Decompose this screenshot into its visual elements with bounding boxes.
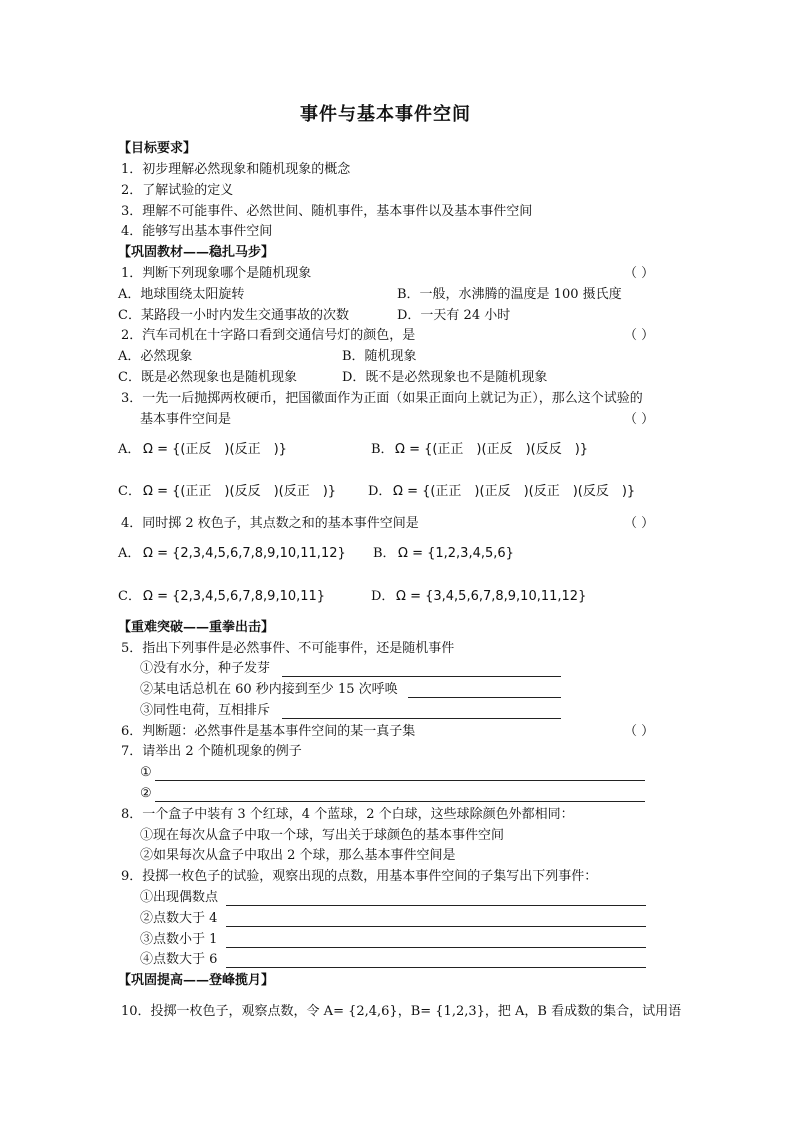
- goal-item: 4．能够写出基本事件空间: [121, 224, 273, 239]
- q7-item-2: ②: [140, 786, 152, 801]
- question-3-stem: 3．一先一后抛掷两枚硬币，把国徽面作为正面（如果正面向上就记为正），那么这个试验的: [121, 391, 643, 406]
- answer-blank[interactable]: [226, 905, 646, 906]
- question-10-stem: 10．投掷一枚色子，观察点数，令 A= {2,4,6}，B= {1,2,3}，把 A，B 看成数的集合，试用语: [121, 1004, 682, 1019]
- answer-paren: （ ）: [624, 328, 655, 343]
- q3-option-b: Ω = {(正正 )(正反 )(反反 )}: [395, 442, 589, 457]
- q3-option-a: Ω = {(正反 )(反正 )}: [143, 442, 287, 457]
- answer-blank[interactable]: [226, 926, 646, 927]
- q1-option-d: D．一天有 24 小时: [397, 308, 511, 323]
- answer-blank[interactable]: [282, 718, 561, 719]
- answer-blank[interactable]: [226, 967, 646, 968]
- goal-item: 1．初步理解必然现象和随机现象的概念: [121, 162, 351, 177]
- answer-blank[interactable]: [155, 801, 645, 802]
- question-8-stem: 8．一个盒子中装有 3 个红球，4 个蓝球，2 个白球，这些球除颜色外都相同：: [121, 807, 574, 822]
- q5-item-1: ①没有水分，种子发芽: [140, 661, 271, 676]
- q4-option-b: Ω = {1,2,3,4,5,6}: [398, 546, 514, 561]
- page-title: 事件与基本事件空间: [300, 104, 471, 125]
- q3-option-c-label: C．: [118, 484, 141, 499]
- q2-option-d: D．既不是必然现象也不是随机现象: [342, 370, 548, 385]
- q3-option-d-label: D．: [368, 484, 392, 499]
- q3-option-a-label: A．: [118, 442, 141, 457]
- answer-blank[interactable]: [282, 676, 561, 677]
- q4-option-c-label: C．: [118, 589, 141, 604]
- q4-option-d-label: D．: [371, 589, 395, 604]
- q7-item-1: ①: [140, 765, 152, 780]
- question-3-stem-cont: 基本事件空间是: [140, 412, 232, 427]
- question-2-stem: 2．汽车司机在十字路口看到交通信号灯的颜色，是: [121, 328, 416, 343]
- q1-option-a: A．地球围绕太阳旋转: [118, 287, 245, 302]
- q4-option-a: Ω = {2,3,4,5,6,7,8,9,10,11,12}: [143, 546, 346, 561]
- section-goals: 【目标要求】: [118, 141, 197, 156]
- q9-item-2: ②点数大于 4: [140, 911, 218, 926]
- question-5-stem: 5．指出下列事件是必然事件、不可能事件，还是随机事件: [121, 641, 455, 656]
- q1-option-b: B．一般，水沸腾的温度是 100 摄氏度: [397, 287, 622, 302]
- q8-item-1: ①现在每次从盒子中取一个球，写出关于球颜色的基本事件空间: [140, 828, 505, 843]
- q9-item-1: ①出现偶数点: [140, 890, 219, 905]
- q3-option-d: Ω = {(正正 )(正反 )(反正 )(反反 )}: [393, 484, 636, 499]
- q3-option-b-label: B．: [371, 442, 394, 457]
- answer-blank[interactable]: [226, 947, 646, 948]
- answer-paren: （ ）: [624, 724, 655, 739]
- question-7-stem: 7．请举出 2 个随机现象的例子: [121, 744, 302, 759]
- q9-item-4: ④点数大于 6: [140, 952, 218, 967]
- q2-option-b: B．随机现象: [342, 349, 417, 364]
- section-breakthrough: 【重难突破——重拳出击】: [118, 620, 275, 635]
- q4-option-a-label: A．: [118, 546, 141, 561]
- q9-item-3: ③点数小于 1: [140, 932, 218, 947]
- question-6-stem: 6．判断题：必然事件是基本事件空间的某一真子集: [121, 724, 416, 739]
- q5-item-3: ③同性电荷，互相排斥: [140, 703, 271, 718]
- answer-blank[interactable]: [155, 780, 645, 781]
- section-consolidate: 【巩固教材——稳扎马步】: [118, 245, 275, 260]
- q8-item-2: ②如果每次从盒子中取出 2 个球，那么基本事件空间是: [140, 848, 456, 863]
- q1-option-c: C．某路段一小时内发生交通事故的次数: [118, 308, 349, 323]
- question-9-stem: 9．投掷一枚色子的试验，观察出现的点数，用基本事件空间的子集写出下列事件：: [121, 869, 598, 884]
- q5-item-2: ②某电话总机在 60 秒内接到至少 15 次呼唤: [140, 682, 398, 697]
- q3-option-c: Ω = {(正正 )(反反 )(反正 )}: [143, 484, 337, 499]
- q4-option-c: Ω = {2,3,4,5,6,7,8,9,10,11}: [143, 589, 326, 604]
- question-1-stem: 1．判断下列现象哪个是随机现象: [121, 266, 312, 281]
- answer-paren: （ ）: [624, 412, 655, 427]
- q2-option-a: A．必然现象: [118, 349, 193, 364]
- q4-option-b-label: B．: [373, 546, 396, 561]
- q4-option-d: Ω = {3,4,5,6,7,8,9,10,11,12}: [396, 589, 587, 604]
- goal-item: 2．了解试验的定义: [121, 183, 234, 198]
- question-4-stem: 4．同时掷 2 枚色子，其点数之和的基本事件空间是: [121, 516, 419, 531]
- answer-paren: （ ）: [624, 516, 655, 531]
- answer-paren: （ ）: [624, 266, 655, 281]
- q2-option-c: C．既是必然现象也是随机现象: [118, 370, 297, 385]
- answer-blank[interactable]: [408, 697, 561, 698]
- goal-item: 3．理解不可能事件、必然世间、随机事件，基本事件以及基本事件空间: [121, 204, 533, 219]
- section-advance: 【巩固提高——登峰揽月】: [118, 973, 275, 988]
